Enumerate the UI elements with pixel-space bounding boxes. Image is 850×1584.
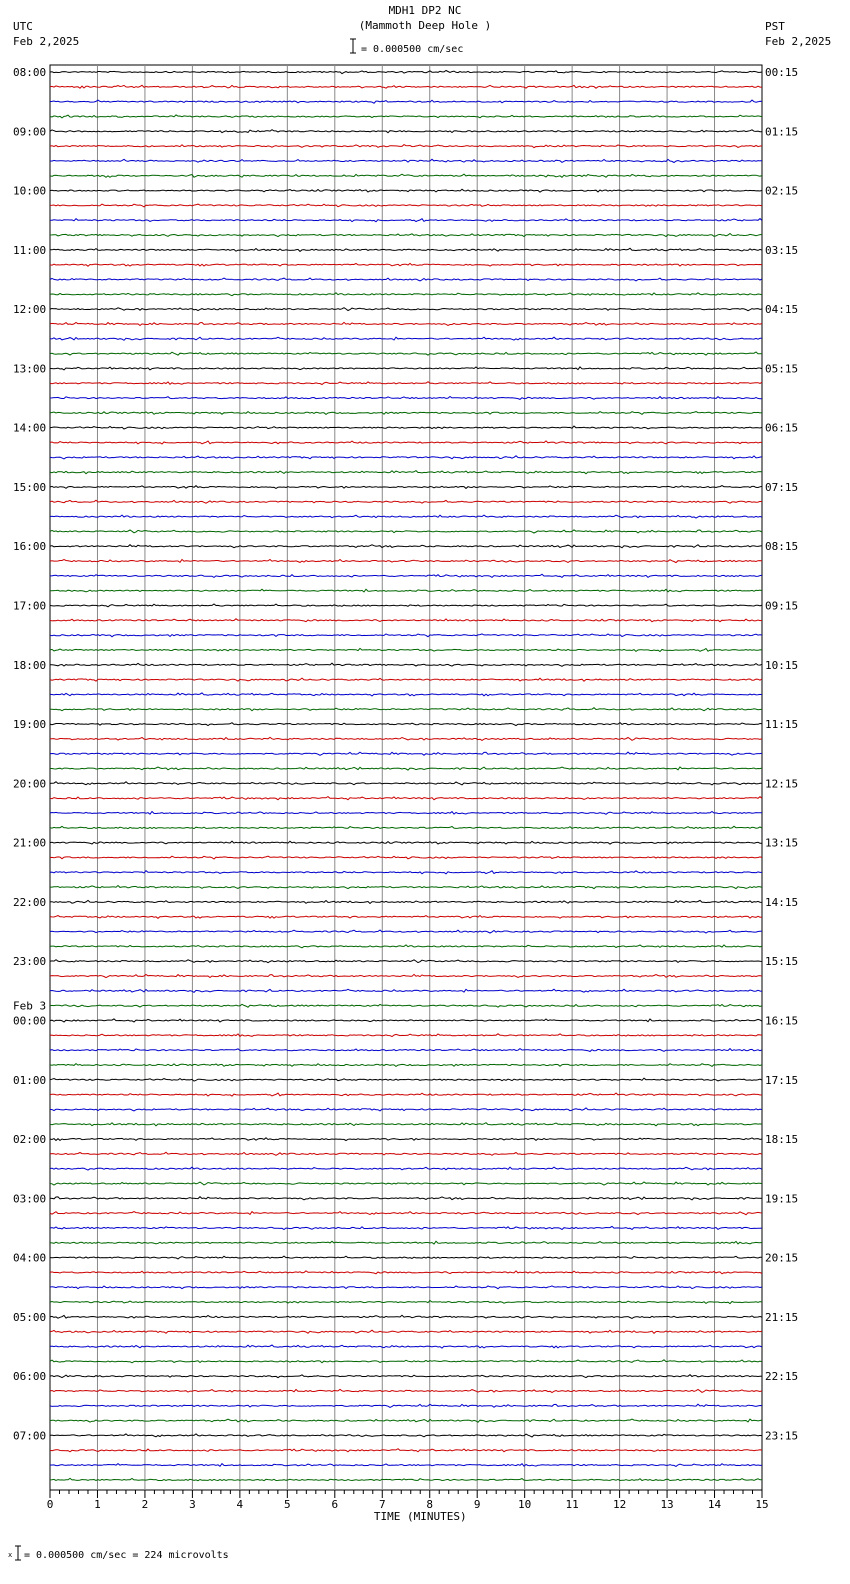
utc-hour-label: 14:00 <box>13 421 47 435</box>
trace-line <box>50 1256 762 1259</box>
x-axis-label: TIME (MINUTES) <box>373 1510 467 1523</box>
trace-line <box>50 1286 762 1289</box>
utc-hour-label: 20:00 <box>13 777 47 791</box>
trace-line <box>50 352 762 355</box>
trace-line <box>50 916 762 919</box>
x-tick-label: 14 <box>707 1498 722 1511</box>
trace-line <box>50 486 762 489</box>
trace-line <box>50 1449 762 1452</box>
trace-line <box>50 545 762 548</box>
station-location: (Mammoth Deep Hole ) <box>358 19 492 32</box>
trace-line <box>50 337 762 340</box>
trace-line <box>50 737 762 740</box>
utc-hour-label: 18:00 <box>13 658 47 672</box>
pst-hour-label: 21:15 <box>765 1310 799 1324</box>
pst-hour-label: 23:15 <box>765 1429 799 1443</box>
utc-hour-label: 02:00 <box>13 1133 47 1147</box>
trace-line <box>50 945 762 948</box>
trace-line <box>50 900 762 903</box>
trace-line <box>50 634 762 637</box>
trace-line <box>50 219 762 222</box>
utc-hour-label: 04:00 <box>13 1251 47 1265</box>
trace-line <box>50 1034 762 1037</box>
trace-line <box>50 530 762 533</box>
pst-hour-label: 15:15 <box>765 955 799 969</box>
x-tick-label: 10 <box>518 1498 532 1511</box>
pst-hour-label: 13:15 <box>765 836 799 850</box>
trace-line <box>50 604 762 607</box>
trace-line <box>50 515 762 518</box>
x-tick-label: 9 <box>473 1498 481 1511</box>
trace-line <box>50 574 762 577</box>
trace-line <box>50 248 762 251</box>
trace-line <box>50 678 762 681</box>
trace-line <box>50 145 762 148</box>
trace-line <box>50 100 762 103</box>
trace-line <box>50 619 762 622</box>
trace-line <box>50 1330 762 1333</box>
utc-hour-label: 10:00 <box>13 184 47 198</box>
trace-line <box>50 1019 762 1022</box>
trace-line <box>50 589 762 592</box>
trace-line <box>50 397 762 400</box>
utc-hour-label: 09:00 <box>13 125 47 139</box>
pst-hour-label: 03:15 <box>765 243 799 257</box>
x-tick-label: 1 <box>94 1498 101 1511</box>
pst-hour-label: 04:15 <box>765 303 799 317</box>
station-title: MDH1 DP2 NC <box>388 4 462 17</box>
pst-hour-label: 19:15 <box>765 1192 799 1206</box>
pst-hour-label: 14:15 <box>765 895 799 909</box>
trace-line <box>50 871 762 874</box>
trace-line <box>50 1182 762 1185</box>
trace-line <box>50 500 762 503</box>
trace-line <box>50 1123 762 1126</box>
pst-hour-label: 12:15 <box>765 777 799 791</box>
trace-line <box>50 367 762 370</box>
trace-line <box>50 693 762 696</box>
utc-hour-label: 19:00 <box>13 718 47 732</box>
utc-hour-label: 21:00 <box>13 836 47 850</box>
trace-line <box>50 189 762 192</box>
pst-hour-label: 10:15 <box>765 658 799 672</box>
trace-line <box>50 841 762 844</box>
trace-line <box>50 130 762 133</box>
trace-line <box>50 426 762 429</box>
trace-line <box>50 322 762 325</box>
svg-text:x: x <box>8 1551 13 1559</box>
x-tick-label: 12 <box>612 1498 627 1511</box>
trace-line <box>50 1108 762 1111</box>
trace-line <box>50 930 762 933</box>
trace-line <box>50 663 762 666</box>
trace-line <box>50 382 762 385</box>
x-tick-label: 5 <box>284 1498 291 1511</box>
utc-hour-label: 05:00 <box>13 1310 47 1324</box>
trace-line <box>50 234 762 237</box>
trace-line <box>50 263 762 266</box>
trace-line <box>50 441 762 444</box>
trace-line <box>50 1152 762 1155</box>
right-timezone: PST <box>765 20 785 33</box>
trace-line <box>50 1419 762 1422</box>
trace-line <box>50 1389 762 1392</box>
x-tick-label: 7 <box>378 1498 386 1511</box>
trace-line <box>50 1093 762 1096</box>
utc-hour-label: 07:00 <box>13 1429 47 1443</box>
utc-hour-label: 13:00 <box>13 362 47 376</box>
trace-line <box>50 293 762 296</box>
trace-line <box>50 85 762 88</box>
trace-line <box>50 648 762 651</box>
utc-hour-label: 17:00 <box>13 599 47 613</box>
utc-hour-label: 08:00 <box>13 66 47 79</box>
trace-line <box>50 886 762 889</box>
trace-line <box>50 1078 762 1081</box>
trace-line <box>50 767 762 770</box>
trace-line <box>50 71 762 74</box>
trace-line <box>50 115 762 118</box>
trace-line <box>50 826 762 828</box>
trace-line <box>50 812 762 815</box>
pst-hour-label: 20:15 <box>765 1251 799 1265</box>
pst-hour-label: 01:15 <box>765 125 799 139</box>
x-tick-label: 15 <box>755 1498 769 1511</box>
utc-hour-label: 16:00 <box>13 540 47 554</box>
x-tick-label: 4 <box>236 1498 244 1511</box>
pst-hour-label: 11:15 <box>765 718 799 732</box>
trace-line <box>50 1434 762 1437</box>
pst-hour-label: 05:15 <box>765 362 799 376</box>
footer-scale-icon <box>8 1545 22 1561</box>
left-date: Feb 2,2025 <box>13 35 80 48</box>
trace-line <box>50 960 762 963</box>
x-tick-label: 0 <box>46 1498 54 1511</box>
utc-hour-label: 03:00 <box>13 1192 47 1206</box>
trace-line <box>50 174 762 177</box>
trace-line <box>50 723 762 726</box>
pst-hour-label: 22:15 <box>765 1370 799 1384</box>
utc-hour-label: 01:00 <box>13 1073 47 1087</box>
x-tick-label: 11 <box>565 1498 579 1511</box>
pst-hour-label: 08:15 <box>765 540 799 554</box>
x-tick-label: 3 <box>189 1498 196 1511</box>
trace-line <box>50 1197 762 1200</box>
trace-line <box>50 1478 762 1480</box>
trace-line <box>50 159 762 162</box>
trace-line <box>50 1167 762 1170</box>
utc-hour-label: 12:00 <box>13 303 47 317</box>
pst-hour-label: 00:15 <box>765 66 799 79</box>
date-change-label: Feb 3 <box>13 999 47 1013</box>
scale-text: = 0.000500 cm/sec <box>361 44 464 55</box>
trace-line <box>50 1360 762 1363</box>
utc-hour-label: 06:00 <box>13 1370 47 1384</box>
right-date: Feb 2,2025 <box>765 35 832 48</box>
utc-hour-label: 11:00 <box>13 243 47 257</box>
trace-line <box>50 1212 762 1215</box>
pst-hour-label: 17:15 <box>765 1073 799 1087</box>
x-tick-label: 13 <box>660 1498 674 1511</box>
trace-line <box>50 204 762 207</box>
pst-hour-label: 16:15 <box>765 1014 799 1028</box>
utc-hour-label: 23:00 <box>13 955 47 969</box>
trace-line <box>50 989 762 992</box>
trace-line <box>50 308 762 311</box>
trace-line <box>50 1404 762 1407</box>
left-timezone: UTC <box>13 20 33 33</box>
trace-line <box>50 1004 762 1007</box>
trace-line <box>50 1226 762 1229</box>
pst-hour-label: 18:15 <box>765 1133 799 1147</box>
utc-hour-label: 22:00 <box>13 895 47 909</box>
trace-line <box>50 1375 762 1378</box>
utc-hour-label: 15:00 <box>13 480 47 494</box>
trace-line <box>50 560 762 563</box>
trace-line <box>50 471 762 474</box>
trace-line <box>50 456 762 459</box>
trace-line <box>50 1271 762 1274</box>
trace-line <box>50 1464 762 1467</box>
pst-hour-label: 09:15 <box>765 599 799 613</box>
trace-line <box>50 1345 762 1348</box>
utc-hour-label: 00:00 <box>13 1014 47 1028</box>
trace-line <box>50 797 762 800</box>
x-tick-label: 8 <box>426 1498 434 1511</box>
trace-line <box>50 412 762 415</box>
pst-hour-label: 06:15 <box>765 421 799 435</box>
trace-line <box>50 278 762 281</box>
x-tick-label: 2 <box>141 1498 149 1511</box>
trace-line <box>50 782 762 785</box>
trace-line <box>50 1315 762 1318</box>
trace-line <box>50 1064 762 1067</box>
trace-line <box>50 1301 762 1304</box>
trace-line <box>50 1138 762 1141</box>
pst-hour-label: 02:15 <box>765 184 799 198</box>
trace-line <box>50 1241 762 1244</box>
pst-hour-label: 07:15 <box>765 480 799 494</box>
x-tick-label: 6 <box>331 1498 339 1511</box>
trace-line <box>50 856 762 859</box>
trace-line <box>50 752 762 755</box>
trace-line <box>50 708 762 711</box>
trace-line <box>50 1049 762 1052</box>
footer-scale-text: = 0.000500 cm/sec = 224 microvolts <box>24 1550 229 1561</box>
trace-line <box>50 974 762 977</box>
